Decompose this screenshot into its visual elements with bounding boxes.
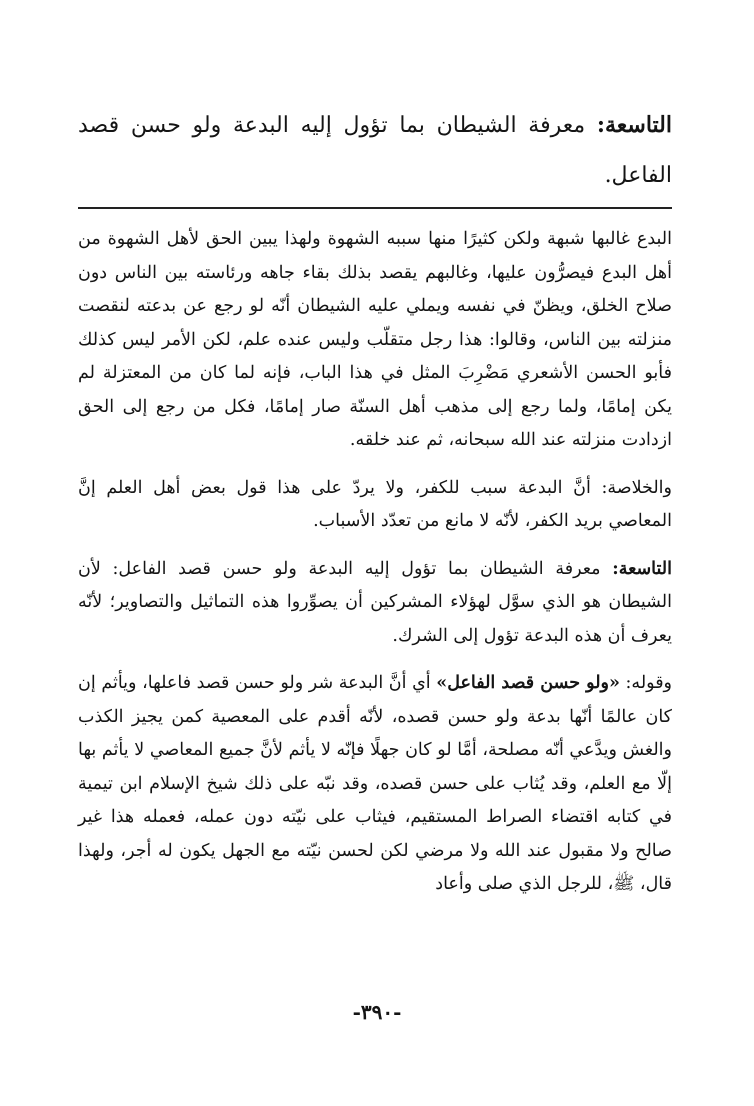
- paragraph-innovations: [78, 223, 672, 458]
- paragraph-lead: التاسعة:: [612, 558, 672, 579]
- heading-text: معرفة الشيطان بما تؤول إليه البدعة ولو حسن قصد الفاعل.: [78, 113, 672, 188]
- paragraph-text: أي أنَّ البدعة شر ولو حسن قصد فاعلها، ويأثم إن كان عالمًا أنّها بدعة ولو حسن قصده، لأنّه أقدم على المعصية كمن يجيز الكذب والغش ويدَّعي أنّه مصلحة، أمَّا لو كان جهلًا فإنّه لا يأثم لأنَّ جميع المعاصي لا يأثم بها إلّا مع العلم، وقد يُثاب على حسن قصده، وقد نبّه على ذلك شيخ الإسلام ابن تيمية في كتابه اقتضاء الصراط المستقيم، فيثاب على نيّته دون عمله، فعمله هذا غير صالح ولا مقبول عند الله ولا مرضي لكن لحسن نيّته مع الجهل يكون له أجر، ولهذا قال، ﷺ، للرجل الذي صلى وأعاد: [78, 673, 672, 894]
- paragraph-intent: [78, 667, 672, 902]
- page-body: [78, 100, 672, 916]
- paragraph-text: والخلاصة: أنَّ البدعة سبب للكفر، ولا يردّ على هذا قول بعض أهل العلم إنَّ المعاصي بريد الكفر، لأنّه لا مانع من تعدّد الأسباب.: [78, 477, 672, 531]
- paragraph-text: وقوله:: [619, 673, 673, 693]
- paragraph-summary: [78, 472, 672, 539]
- page-number: -٣٩٠-: [352, 1000, 402, 1024]
- section-heading: [78, 100, 672, 201]
- paragraph-text: البدع غالبها شبهة ولكن كثيرًا منها سببه الشهوة ولهذا يبين الحق لأهل الشهوة من أهل البدع فيصرُّون عليها، وغالبهم يقصد بذلك بقاء جاهه ورئاسته بين الناس دون صلاح الخلق، ويظنّ في نفسه ويملي عليه الشيطان أنّه لو رجع عن بدعته لنقصت منزلته بين الناس، وقالوا: هذا رجل متقلّب وليس عنده علم، لكن الأمر ليس كذلك فأبو الحسن الأشعري مَضْرِبَ المثل في هذا الباب، فإنه لما كان من المعتزلة لم يكن إمامًا، ولما رجع إلى مذهب أهل السنّة صار إمامًا، فكل من رجع إلى الحق ازدادت منزلته عند الله سبحانه، ثم عند خلقه.: [78, 229, 672, 450]
- heading-label: التاسعة:: [596, 112, 672, 138]
- heading-divider: [78, 207, 672, 209]
- paragraph-text: معرفة الشيطان بما تؤول إليه البدعة ولو حسن قصد الفاعل: لأن الشيطان هو الذي سوَّل لهؤلاء المشركين أن يصوِّروا هذه التماثيل والتصاوير؛ لأنّه يعرف أن هذه البدعة تؤول إلى الشرك.: [78, 558, 672, 646]
- paragraph-ninth-point: [78, 553, 672, 654]
- quoted-phrase: «ولو حسن قصد الفاعل»: [436, 673, 620, 693]
